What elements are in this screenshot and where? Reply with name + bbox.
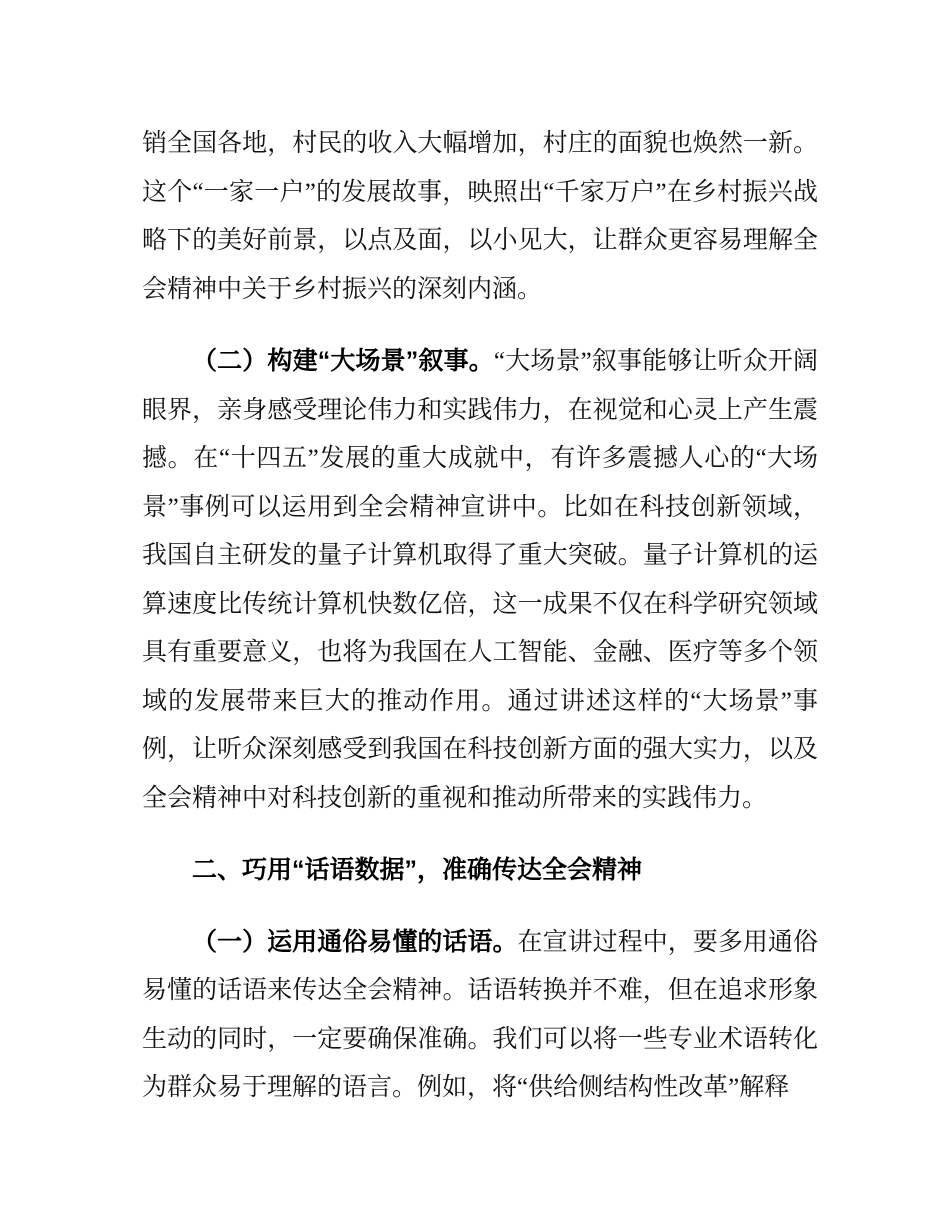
section-heading bbox=[142, 846, 818, 895]
paragraph bbox=[142, 337, 818, 823]
paragraph bbox=[142, 918, 818, 1113]
paragraph bbox=[142, 120, 818, 314]
bold-text-run: （二）构建“大场景”叙事。 bbox=[192, 347, 494, 375]
text-run: 在宣讲过程中，要多用通俗易懂的话语来传达全会精神。话语转换并不难，但在追求形象生动的同时，一定要确保准确。我们可以将一些专业术语转化为群众易于理解的语言。例如，将“供给侧结构性改革”解释 bbox=[142, 928, 818, 1101]
bold-text-run: （一）运用通俗易懂的话语。 bbox=[192, 927, 518, 956]
text-run: 销全国各地，村民的收入大幅增加，村庄的面貌也焕然一新。这个“一家一户”的发展故事，映照出“千家万户”在乡村振兴战略下的美好前景，以点及面，以小见大，让群众更容易理解全会精神中关于乡村振兴的深刻内涵。 bbox=[142, 130, 818, 303]
bold-text-run: 二、巧用“话语数据”，准确传达全会精神 bbox=[192, 856, 643, 884]
text-run: “大场景”叙事能够让听众开阔眼界，亲身感受理论伟力和实践伟力，在视觉和心灵上产生震撼。在“十四五”发展的重大成就中，有许多震撼人心的“大场景”事例可以运用到全会精神宣讲中。比如在科技创新领域，我国自主研发的量子计算机取得了重大突破。量子计算机的运算速度比传统计算机快数亿倍，这一成果不仅在科学研究领域具有重要意义，也将为我国在人工智能、金融、医疗等多个领域的发展带来巨大的推动作用。通过讲述这样的“大场景”事例，让听众深刻感受到我国在科技创新方面的强大实力，以及全会精神中对科技创新的重视和推动所带来的实践伟力。 bbox=[142, 348, 818, 812]
document-body bbox=[142, 120, 818, 1113]
